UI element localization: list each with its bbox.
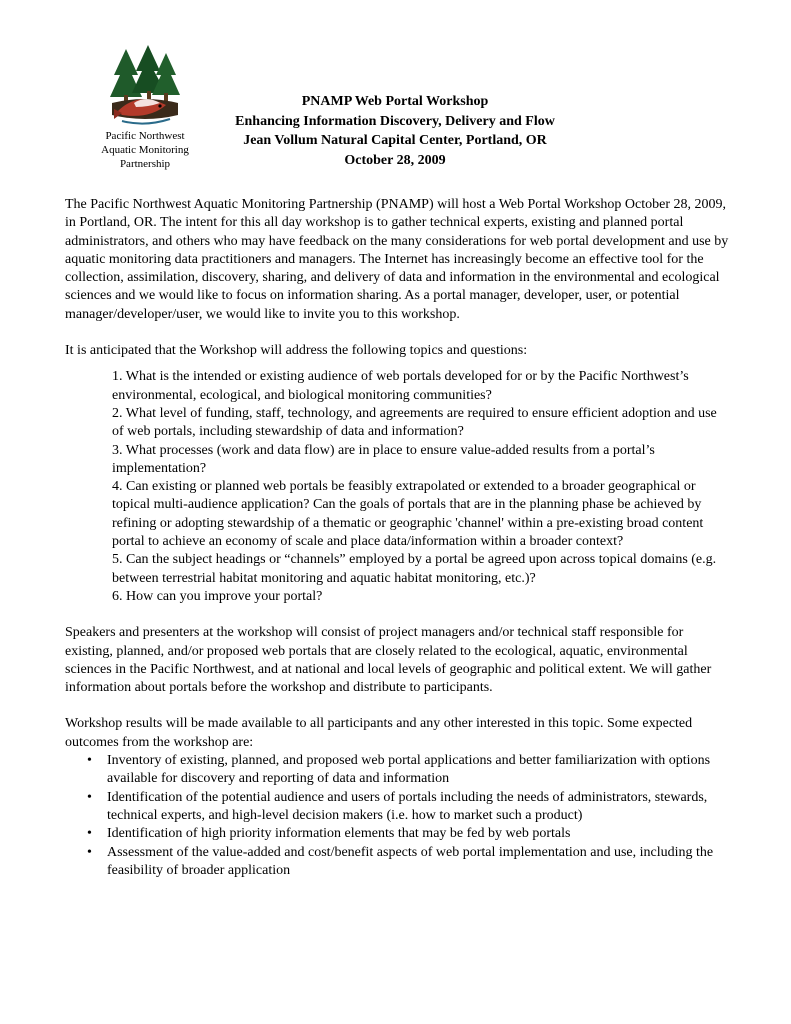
- topic-item: 2. What level of funding, staff, technology, and agreements are required to ensure efficient adoption and use of web portals, including stewardship of data and information?: [112, 405, 717, 440]
- document-body: [65, 196, 730, 880]
- outcome-item: [65, 844, 730, 881]
- bullet-icon: •: [87, 789, 92, 805]
- intro-paragraph: The Pacific Northwest Aquatic Monitoring Partnership (PNAMP) will host a Web Portal Workshop October 28, 2009, in Portland, OR. The intent for this all day workshop is to gather technical experts, existing and planned portal administrators, and others who may have feedback on the many considerations for web portal development and use by aquatic monitoring data practitioners and managers. The Internet has increasingly become an effective tool for the collection, assimilation, discovery, sharing, and delivery of data and information in the environmental and ecological sciences and we would like to focus on information sharing. As a portal manager, developer, user, or potential manager/developer/user, we would like to invite you to this workshop.: [65, 197, 729, 322]
- topics-list: [112, 368, 730, 606]
- topic-item: 4. Can existing or planned web portals be feasibly extrapolated or extended to a broader geographical or topical multi-audience application? Can the goals of portals that are in the planning phase be achieved by refining or adopting stewardship of a thematic or geographic 'channel' within a pre-existing broad content portal to achieve an economy of scale and place data/information within a broader context?: [112, 479, 704, 550]
- bullet-icon: •: [87, 753, 92, 769]
- event-date: October 28, 2009: [344, 152, 446, 168]
- results-intro: Workshop results will be made available to all participants and any other interested in this topic. Some expected outcomes from the workshop are:: [65, 716, 693, 750]
- topic-item: 1. What is the intended or existing audience of web portals developed for or by the Pacific Northwest’s environmental, ecological, and biological monitoring communities?: [112, 369, 689, 403]
- outcome-item: [65, 789, 730, 826]
- topic-item: 5. Can the subject headings or “channels” employed by a portal be agreed upon across topical domains (e.g. between terrestrial habitat monitoring and aquatic habitat monitoring, etc.)?: [112, 552, 717, 586]
- bullet-icon: •: [87, 844, 92, 860]
- pnamp-logo: [90, 45, 200, 171]
- outcome-text: Identification of high priority information elements that may be fed by web portals: [107, 826, 571, 842]
- bullet-icon: •: [87, 826, 92, 842]
- outcome-text: Identification of the potential audience and users of portals including the needs of administrators, stewards, technical experts, and high-level decision makers (i.e. how to market such a product): [107, 789, 708, 823]
- speakers-paragraph: Speakers and presenters at the workshop will consist of project managers and/or technical staff responsible for existing, planned, and/or proposed web portals that are closely related to the ecological, aquatic, environmental sciences in the Pacific Northwest, and at national and local levels of geographic and political extent. We will gather information about portals before the workshop and distribute to participants.: [65, 625, 712, 696]
- logo-caption-line: Aquatic Monitoring: [101, 144, 189, 156]
- outcome-text: Inventory of existing, planned, and proposed web portal applications and better familiarization with options available for discovery and reporting of data and information: [107, 753, 711, 787]
- venue: Jean Vollum Natural Capital Center, Portland, OR: [243, 133, 547, 148]
- outcome-item: [65, 825, 730, 843]
- trees-salmon-icon: [108, 45, 182, 127]
- outcome-item: [65, 752, 730, 789]
- logo-caption: [90, 129, 200, 171]
- outcomes-list: [65, 752, 730, 880]
- topics-intro: It is anticipated that the Workshop will address the following topics and questions:: [65, 343, 528, 359]
- topic-item: 6. How can you improve your portal?: [112, 588, 323, 604]
- logo-caption-line: Pacific Northwest: [105, 130, 185, 142]
- outcome-text: Assessment of the value-added and cost/benefit aspects of web portal implementation and use, including the feasibility of broader application: [107, 844, 714, 878]
- page-subtitle: Enhancing Information Discovery, Delivery and Flow: [235, 113, 555, 129]
- page-title: PNAMP Web Portal Workshop: [301, 94, 489, 109]
- header: [200, 92, 590, 170]
- logo-caption-line: Partnership: [119, 158, 171, 170]
- topic-item: 3. What processes (work and data flow) are in place to ensure value-added results from a portal’s implementation?: [112, 442, 655, 476]
